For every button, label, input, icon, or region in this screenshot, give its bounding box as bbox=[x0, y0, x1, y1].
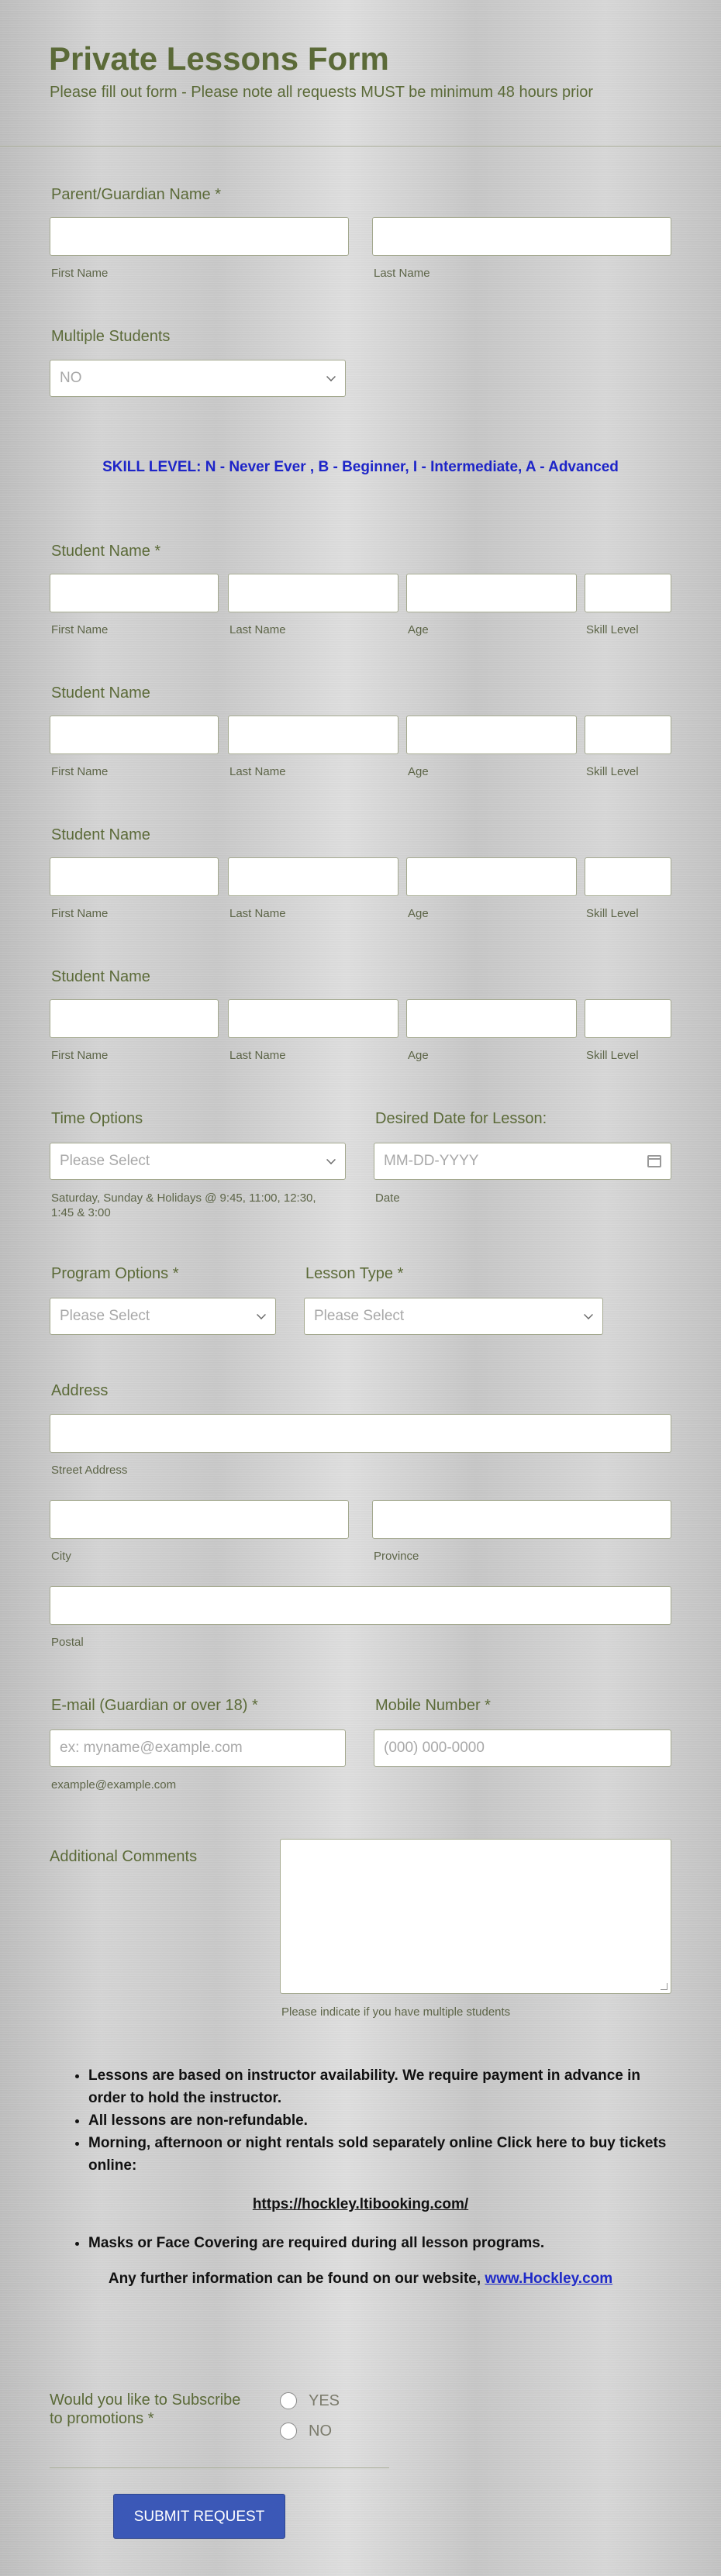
submit-request-button[interactable]: SUBMIT REQUEST bbox=[113, 2494, 285, 2539]
student-4-skill-input[interactable] bbox=[585, 999, 671, 1038]
student-3-age-input[interactable] bbox=[406, 857, 577, 896]
student-4-skill-sublabel: Skill Level bbox=[586, 1049, 639, 1062]
website-text: Any further information can be found on our website, bbox=[108, 2271, 481, 2287]
booking-link[interactable]: https://hockley.ltibooking.com/ bbox=[252, 2196, 469, 2212]
address-label: Address bbox=[51, 1382, 109, 1399]
time-options-sublabel-1: Saturday, Sunday & Holidays @ 9:45, 11:00, 12:30, bbox=[51, 1191, 316, 1205]
time-options-sublabel-2: 1:45 & 3:00 bbox=[51, 1206, 111, 1219]
province-input[interactable] bbox=[372, 1500, 671, 1539]
student-3-skill-input[interactable] bbox=[585, 857, 671, 896]
subscribe-yes-label[interactable]: YES bbox=[309, 2392, 340, 2409]
subscribe-no-label[interactable]: NO bbox=[309, 2423, 332, 2440]
chevron-down-icon bbox=[326, 372, 336, 381]
student-4-age-input[interactable] bbox=[406, 999, 577, 1038]
subscribe-yes-radio[interactable] bbox=[280, 2392, 297, 2409]
info-bullet-rentals: • Morning, afternoon or night rentals sold separately online Click here to buy tickets online: bbox=[88, 2132, 667, 2177]
guardian-last-name-input[interactable] bbox=[372, 217, 671, 256]
student-2-skill-input[interactable] bbox=[585, 716, 671, 754]
chevron-down-icon bbox=[584, 1310, 593, 1319]
additional-comments-textarea[interactable] bbox=[280, 1839, 671, 1994]
page-title: Private Lessons Form bbox=[49, 40, 389, 77]
student-4-last-name-sublabel: Last Name bbox=[229, 1049, 286, 1062]
desired-date-placeholder: MM-DD-YYYY bbox=[384, 1153, 479, 1169]
resize-handle-icon[interactable] bbox=[661, 1983, 668, 1990]
student-3-first-name-sublabel: First Name bbox=[51, 907, 109, 920]
student-2-last-name-input[interactable] bbox=[228, 716, 398, 754]
student-2-first-name-sublabel: First Name bbox=[51, 765, 109, 778]
email-input[interactable] bbox=[50, 1729, 346, 1767]
email-placeholder: ex: myname@example.com bbox=[60, 1740, 243, 1756]
postal-input[interactable] bbox=[50, 1586, 671, 1625]
student-2-first-name-input[interactable] bbox=[50, 716, 219, 754]
student-1-skill-input[interactable] bbox=[585, 574, 671, 612]
student-3-label: Student Name bbox=[51, 826, 150, 843]
time-options-select[interactable] bbox=[50, 1143, 346, 1180]
student-4-last-name-input[interactable] bbox=[228, 999, 398, 1038]
student-4-label: Student Name bbox=[51, 968, 150, 985]
guardian-last-name-sublabel: Last Name bbox=[374, 267, 430, 280]
subscribe-label-line-1: Would you like to Subscribe bbox=[50, 2392, 241, 2409]
lesson-type-placeholder: Please Select bbox=[314, 1308, 405, 1324]
student-2-label: Student Name bbox=[51, 685, 150, 702]
mobile-number-label: Mobile Number * bbox=[375, 1697, 491, 1714]
guardian-name-label: Parent/Guardian Name * bbox=[51, 186, 222, 203]
student-1-age-sublabel: Age bbox=[408, 623, 429, 636]
student-4-first-name-input[interactable] bbox=[50, 999, 219, 1038]
info-list-top bbox=[70, 2064, 667, 2177]
header-divider bbox=[0, 146, 721, 147]
email-label: E-mail (Guardian or over 18) * bbox=[51, 1697, 258, 1714]
lesson-type-select[interactable] bbox=[304, 1298, 603, 1335]
program-options-placeholder: Please Select bbox=[60, 1308, 150, 1324]
student-1-skill-sublabel: Skill Level bbox=[586, 623, 639, 636]
website-link[interactable]: www.Hockley.com bbox=[485, 2271, 613, 2287]
student-3-skill-sublabel: Skill Level bbox=[586, 907, 639, 920]
program-options-select[interactable] bbox=[50, 1298, 276, 1335]
province-sublabel: Province bbox=[374, 1550, 419, 1563]
student-1-age-input[interactable] bbox=[406, 574, 577, 612]
booking-link-line bbox=[0, 2196, 721, 2213]
student-4-age-sublabel: Age bbox=[408, 1049, 429, 1062]
mobile-number-placeholder: (000) 000-0000 bbox=[384, 1740, 485, 1756]
info-bullet-non-refundable: • All lessons are non-refundable. bbox=[88, 2109, 667, 2132]
guardian-first-name-sublabel: First Name bbox=[51, 267, 109, 280]
student-1-first-name-input[interactable] bbox=[50, 574, 219, 612]
student-1-last-name-input[interactable] bbox=[228, 574, 398, 612]
student-2-skill-sublabel: Skill Level bbox=[586, 765, 639, 778]
guardian-first-name-input[interactable] bbox=[50, 217, 349, 256]
mobile-number-input[interactable] bbox=[374, 1729, 671, 1767]
student-3-last-name-input[interactable] bbox=[228, 857, 398, 896]
calendar-icon[interactable] bbox=[647, 1155, 661, 1167]
student-1-label: Student Name * bbox=[51, 543, 161, 560]
student-3-age-sublabel: Age bbox=[408, 907, 429, 920]
additional-comments-sublabel: Please indicate if you have multiple students bbox=[281, 2005, 511, 2019]
street-address-input[interactable] bbox=[50, 1414, 671, 1453]
city-sublabel: City bbox=[51, 1550, 71, 1563]
subscribe-no-radio[interactable] bbox=[280, 2423, 297, 2440]
student-4-first-name-sublabel: First Name bbox=[51, 1049, 109, 1062]
submit-divider bbox=[50, 2467, 389, 2468]
student-1-last-name-sublabel: Last Name bbox=[229, 623, 286, 636]
city-input[interactable] bbox=[50, 1500, 349, 1539]
desired-date-sublabel: Date bbox=[375, 1191, 400, 1205]
student-3-last-name-sublabel: Last Name bbox=[229, 907, 286, 920]
student-1-first-name-sublabel: First Name bbox=[51, 623, 109, 636]
desired-date-input[interactable] bbox=[374, 1143, 671, 1180]
lesson-type-label: Lesson Type * bbox=[305, 1265, 404, 1282]
email-sublabel: example@example.com bbox=[51, 1778, 177, 1791]
info-bullet-masks: • Masks or Face Covering are required during all lesson programs. bbox=[88, 2232, 667, 2254]
time-options-placeholder: Please Select bbox=[60, 1153, 150, 1169]
time-options-label: Time Options bbox=[51, 1110, 143, 1127]
chevron-down-icon bbox=[326, 1155, 336, 1164]
skill-level-note: SKILL LEVEL: N - Never Ever , B - Beginner, I - Intermediate, A - Advanced bbox=[102, 459, 619, 475]
desired-date-label: Desired Date for Lesson: bbox=[375, 1110, 547, 1127]
postal-sublabel: Postal bbox=[51, 1636, 84, 1649]
multiple-students-select[interactable] bbox=[50, 360, 346, 397]
additional-comments-label: Additional Comments bbox=[50, 1848, 198, 1865]
page-subtitle: Please fill out form - Please note all requests MUST be minimum 48 hours prior bbox=[50, 84, 594, 101]
street-address-sublabel: Street Address bbox=[51, 1464, 128, 1477]
student-2-age-input[interactable] bbox=[406, 716, 577, 754]
program-options-label: Program Options * bbox=[51, 1265, 179, 1282]
multiple-students-value: NO bbox=[60, 370, 82, 386]
info-bullet-availability: • Lessons are based on instructor availability. We require payment in advance in order to hold the instructor. bbox=[88, 2064, 667, 2109]
website-line bbox=[0, 2271, 721, 2288]
chevron-down-icon bbox=[257, 1310, 266, 1319]
student-2-last-name-sublabel: Last Name bbox=[229, 765, 286, 778]
student-3-first-name-input[interactable] bbox=[50, 857, 219, 896]
subscribe-label-line-2: to promotions * bbox=[50, 2410, 154, 2427]
student-2-age-sublabel: Age bbox=[408, 765, 429, 778]
info-list-bottom bbox=[70, 2232, 667, 2254]
multiple-students-label: Multiple Students bbox=[51, 328, 171, 345]
